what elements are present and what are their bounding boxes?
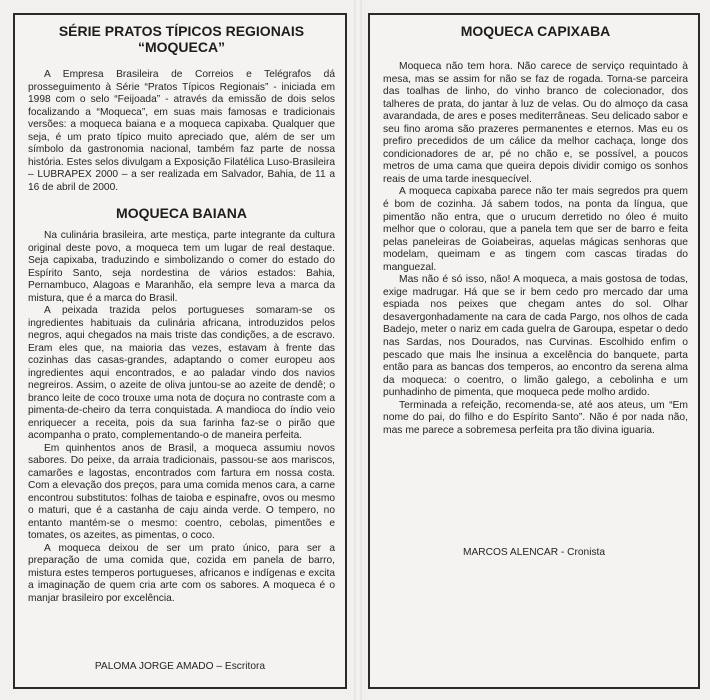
section-title-capixaba: MOQUECA CAPIXABA (460, 23, 611, 39)
right-page (368, 13, 700, 689)
capixaba-paragraph: Mas não é só isso, não! A moqueca, a mais gostosa de todas, exige madrugar. Há que se ir bem cedo pro mercado dar uma espiada nos peixes que chegam antes do sol. Olhar desavergonhadamente na cara de cada Pargo, nos olhos de cada Badejo, meter o nariz em cada guelra de Garoupa, espetar o dedo nas Sardas, nos Dourados, nas Curvinas. Escolhido enfim o pescado que mais lhe insinua a excelência do banquete, parta então para as bancas dos temperos, ao encontro da serena alma da moqueca: o coentro, o limão galego, a cebolinha e um punhadinho de pimenta, que moqueca pede molho ardido. (383, 274, 688, 399)
baiana-paragraph: A moqueca deixou de ser um prato único, para ser a preparação de uma comida que, cozida em panela de barro, mistura estes temperos portugueses, africanos e indígenas e excita a imaginação de quem cria arte com os sabores. A moqueca é o manjar brasileiro por excelência. (28, 542, 335, 604)
baiana-paragraph: Na culinária brasileira, arte mestiça, parte integrante da cultura original deste povo, a moqueca tem um lugar de real destaque. Seja capixaba, traduzindo e simbolizando o comer do estado do Espírito Santo, seja nordestina de vários estados: Bahia, Pernambuco, Alagoas e Maranhão, ela sempre leva a marca da mistura, que é a marca do Brasil. (28, 230, 335, 304)
author-signature-left: PALOMA JORGE AMADO – Escritora (94, 661, 266, 672)
author-signature-right: MARCOS ALENCAR - Cronista (462, 547, 606, 558)
intro-paragraph: A Empresa Brasileira de Correios e Telégrafos dá prosseguimento à Série “Pratos Típicos Regionais” - iniciada em 1998 com o selo “Feijoada” - através da emissão de dois selos focalizando a “Moqueca”, em suas mais famosas e tradicionais versões: a moqueca baiana e a moqueca capixaba. Qualquer que seja, é um prato típico muito apreciado que, além de ser um símbolo da gastronomia nacional, também faz parte de nossa história. Estes selos divulgam a Exposição Filatélica Luso-Brasileira – LUBRAPEX 2000 – a ser realizada em Salvador, Bahia, de 11 a 16 de abril de 2000. (28, 69, 335, 193)
page-fold (354, 0, 362, 700)
series-title (28, 23, 335, 55)
baiana-paragraph: Em quinhentos anos de Brasil, a moqueca assumiu novos sabores. Do peixe, da arraia tradicionais, passou-se aos mariscos, camarões e lagostas, encontrados com fartura em nossa costa. Com a elevação dos preços, para uma comida menos cara, a carne encontrou substitutos: folhas de taioba e espinafre, ovos ou mesmo o maturi, que é a castanha de caju ainda verde. O tempero, no entanto mantém-se o mesmo: coentro, cebolas, pimentões e tomates, os azeites, as pimentas, o coco. (28, 442, 335, 541)
series-title-line1: SÉRIE PRATOS TÍPICOS REGIONAIS (58, 23, 305, 39)
capixaba-paragraph: A moqueca capixaba parece não ter mais segredos pra quem é bom de cozinha. Já sabem todos, na ponta da língua, que pimentão não entra, que o urucum derretido no óleo é muito melhor que o colorau, que a panela tem que ser de barro e feita pelas paneleiras de Goiabeiras, aquelas mágicas senhoras que modelam, queimam e as tingem com cascas tiradas do manguezal. (383, 186, 688, 273)
capixaba-paragraph: Moqueca não tem hora. Não carece de serviço requintado à mesa, mas se assim for não se faz de rogada. Torna-se parceira das toalhas de linho, do vinho branco de colecionador, dos talheres de prata, do jantar à luz de velas. Ou do almoço da casa avarandada, de ares e poses mediterrâneas. Seu delicado sabor e seu fino aroma são prazeres permanentes e eternos. Mas eu os prefiro precedidos de um cálice da melhor cachaça, longe dos condicionadores de ar, pé no chão e, se possível, a poucos metros de uma cama que queira depois dividir comigo os sonhos reais de uma tarde inesquecível. (383, 61, 688, 185)
left-page (13, 13, 347, 689)
series-title-line2: “MOQUECA” (137, 39, 226, 55)
section-title-baiana: MOQUECA BAIANA (116, 205, 247, 221)
capixaba-paragraph: Terminada a refeição, recomenda-se, até aos ateus, um “Em nome do pai, do filho e do Espírito Santo”. Não é por nada não, mas me parece a sobremesa perfeita pra tão divina iguaria. (383, 399, 688, 436)
baiana-paragraph: A peixada trazida pelos portugueses somaram-se os ingredientes habituais da culinária africana, introduzidos pelos negros, aqui chegados na mais triste das condições, a de escravo. Eram eles que, na maioria das vezes, estavam à frente das cozinhas das casas-grandes, adaptando o comer europeu aos ingredientes aqui encontrados, e ao paladar vindo dos navios negreiros. Assim, o azeite de oliva juntou-se ao azeite de dendê; o branco leite de coco trouxe uma nota de doçura no contraste com a pimenta-de-cheiro da terra conquistada. A mandioca do índio veio enriquecer a receita, pois da sua farinha faz-se o pirão que acompanha o prato, complementando-o de maneira perfeita. (28, 305, 335, 441)
